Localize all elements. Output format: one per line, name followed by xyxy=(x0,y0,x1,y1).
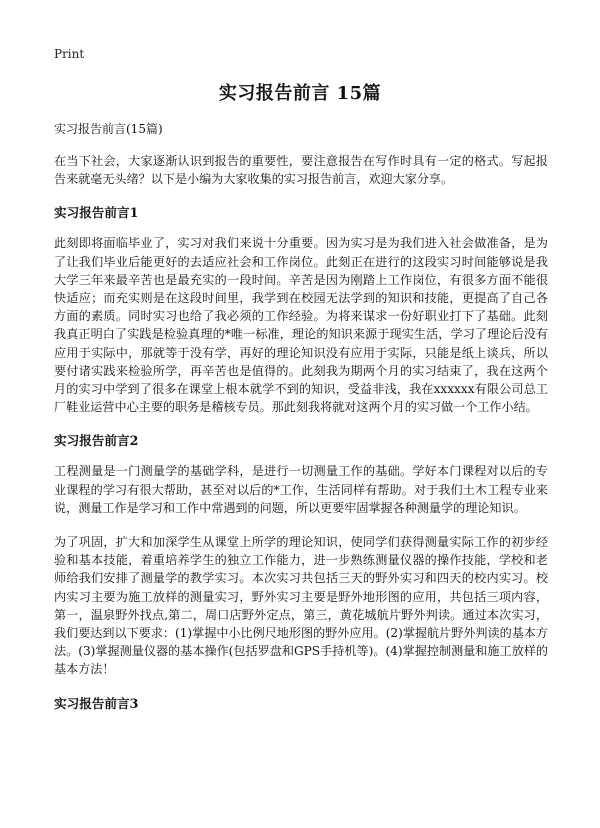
spacer xyxy=(54,222,548,234)
section-heading-1: 实习报告前言1 xyxy=(54,205,139,221)
section-2-paragraph-1: 工程测量是一门测量学的基础学科，是进行一切测量工作的基础。学好本门课程对以后的专业课程的学习有很大帮助，甚至对以后的*工作，生活同样有帮助。对于我们土木工程专业来说，测量工作是学习和工作中常遇到的问题，所以更要牢固掌握各种测量学的理论知识。 xyxy=(54,464,548,515)
spacer xyxy=(54,679,548,695)
intro-paragraph: 在当下社会，大家逐渐认识到报告的重要性，要注意报告在写作时具有一定的格式。写起报告来就毫无头绪？以下是小编为大家收集的实习报告前言，欢迎大家分享。 xyxy=(54,154,548,187)
spacer xyxy=(54,416,548,432)
spacer xyxy=(54,517,548,533)
section-2-paragraph-2: 为了巩固，扩大和加深学生从课堂上所学的理论知识，使同学们获得测量实际工作的初步经验和基本技能，着重培养学生的独立工作能力，进一步熟练测量仪器的操作技能，学校和老师给我们安排了测量学的教学实习。本次实习共包括三天的野外实习和四天的校内实习。校内实习主要为施工放样的测量实习，野外实习主要是野外地形图的应用，共包括三项内容，第一，温泉野外找点,第二，周口店野外定点，第三，黄花城航片野外判读。通过本次实习，我们要达到以下要求：(1)掌握中小比例尺地形图的野外应用。(2)掌握航片野外判读的基本方法。(3)掌握测量仪器的基本操作(包括罗盘和GPS手持机等)。(4)掌握控制测量和施工放样的基本方法！ xyxy=(54,535,548,677)
section-heading-2: 实习报告前言2 xyxy=(54,433,139,449)
document-subtitle: 实习报告前言(15篇) xyxy=(54,122,163,136)
document-body xyxy=(54,152,548,713)
section-1-paragraph-1: 此刻即将面临毕业了，实习对我们来说十分重要。因为实习是为我们进入社会做准备，是为了让我们毕业后能更好的去适应社会和工作岗位。此刻正在进行的这段实习时间能够说是我大学三年来最辛苦也是最充实的一段时间。辛苦是因为刚踏上工作岗位，有很多方面不能很快适应；而充实则是在这段时间里，我学到在校园无法学到的知识和技能，更提高了自己各方面的素质。同时实习也给了我必须的工作经验。为将来谋求一份好职业打下了基础。此刻我真正明白了实践是检验真理的*唯一标准，理论的知识来源于现实生活，学习了理论后没有应用于实际中，那就等于没有学，再好的理论知识没有应用于实际，只能是纸上谈兵，所以要付诸实践来检验所学，再辛苦也是值得的。此刻我为期两个月的实习结束了，我在这两个月的实习中学到了很多在课堂上根本就学不到的知识，受益非浅，我在xxxxxx有限公司总工厂鞋业运营中心主要的职务是稽核专员。那此刻我将就对这两个月的实习做一个工作小结。 xyxy=(54,236,548,415)
section-heading-3: 实习报告前言3 xyxy=(54,695,139,711)
spacer xyxy=(54,188,548,204)
page-title: 实习报告前言 15篇 xyxy=(218,83,382,104)
spacer xyxy=(54,450,548,462)
print-link[interactable]: Print xyxy=(54,47,85,61)
